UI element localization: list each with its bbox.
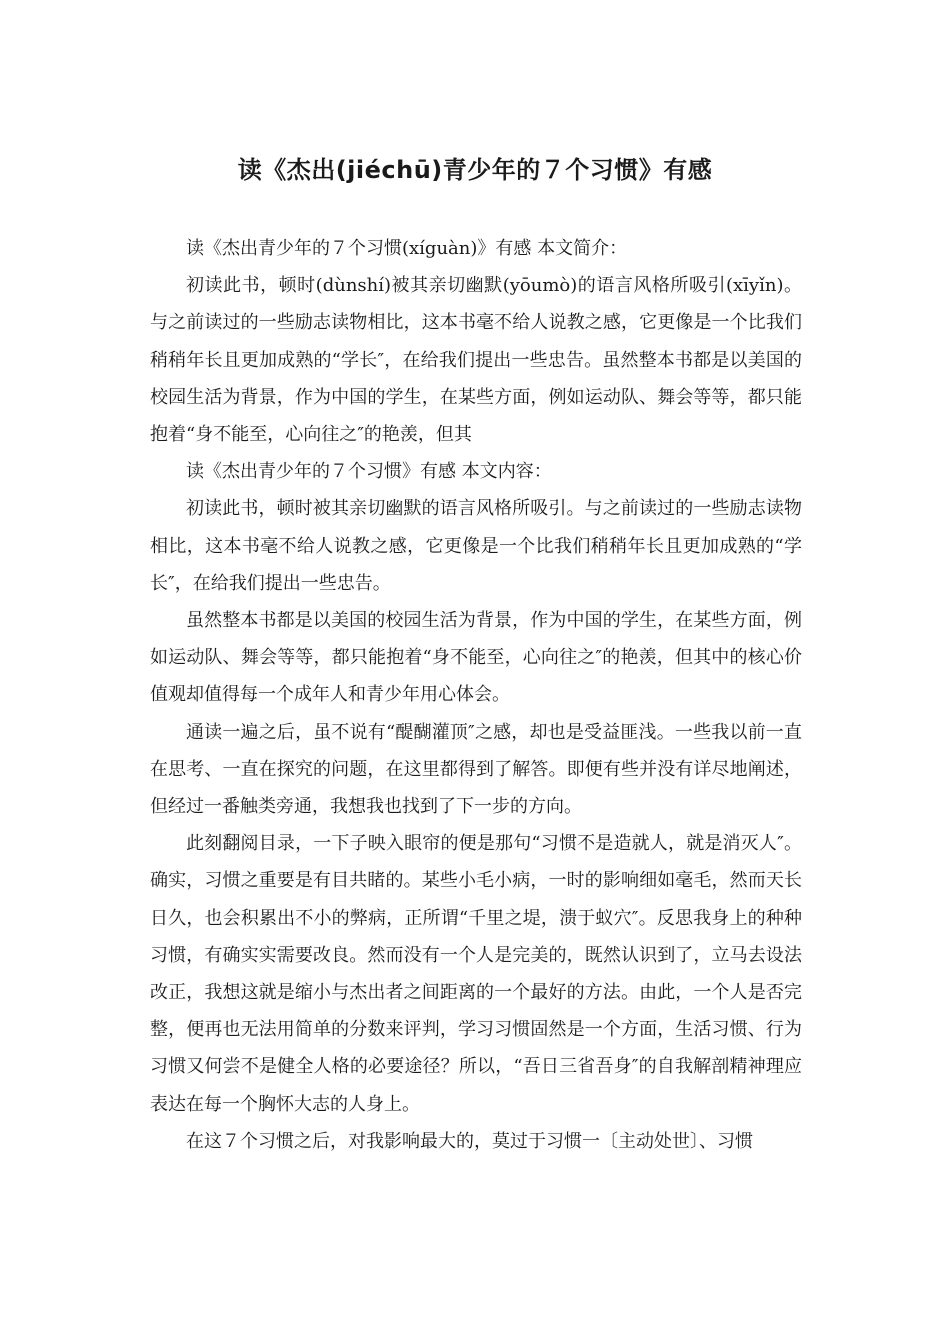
paragraph: 此刻翻阅目录，一下子映入眼帘的便是那句“习惯不是造就人，就是消灭人″。确实，习惯之重要是有目共睹的。某些小毛小病，一时的影响细如毫毛，然而天长日久，也会积累出不小的弊病，正所谓“千里之堤，溃于蚁穴″。反思我身上的种种习惯，有确实实需要改良。然而没有一个人是完美的，既然认识到了，立马去设法改正，我想这就是缩小与杰出者之间距离的一个最好的方法。由此，一个人是否完整，便再也无法用简单的分数来评判，学习习惯固然是一个方面，生活习惯、行为习惯又何尝不是健全人格的必要途径？所以，“吾日三省吾身″的自我解剖精神理应表达在每一个胸怀大志的人身上。 [150, 833, 802, 1115]
paragraph: 通读一遍之后，虽不说有“醍醐灌顶″之感，却也是受益匪浅。一些我以前一直在思考、一直在探究的问题，在这里都得到了解答。即便有些并没有详尽地阐述，但经过一番触类旁通，我想我也找到了下一步的方向。 [150, 721, 802, 818]
paragraph: 读《杰出青少年的７个习惯》有感 本文内容： [186, 461, 552, 483]
document-body [150, 230, 802, 1160]
page-title: 读《杰出(jiéchū)青少年的７个习惯》有感 [237, 156, 713, 184]
paragraph: 读《杰出青少年的７个习惯(xíguàn)》有感 本文简介： [186, 238, 628, 259]
paragraph: 在这７个习惯之后，对我影响最大的，莫过于习惯一〔主动处世〕、习惯 [186, 1130, 753, 1152]
paragraph: 初读此书，顿时被其亲切幽默的语言风格所吸引。与之前读过的一些励志读物相比，这本书毫不给人说教之感，它更像是一个比我们稍稍年长且更加成熟的“学长″，在给我们提出一些忠告。 [150, 498, 802, 594]
paragraph: 初读此书，顿时(dùnshí)被其亲切幽默(yōumò)的语言风格所吸引(xīyǐn)。与之前读过的一些励志读物相比，这本书毫不给人说教之感，它更像是一个比我们稍稍年长且更加成熟的“学长″，在给我们提出一些忠告。虽然整本书都是以美国的校园生活为背景，作为中国的学生，在某些方面，例如运动队、舞会等等，都只能抱着“身不能至，心向往之″的艳羡，但其 [150, 275, 802, 446]
paragraph: 虽然整本书都是以美国的校园生活为背景，作为中国的学生，在某些方面，例如运动队、舞会等等，都只能抱着“身不能至，心向往之″的艳羡，但其中的核心价值观却值得每一个成年人和青少年用心体会。 [150, 610, 802, 706]
